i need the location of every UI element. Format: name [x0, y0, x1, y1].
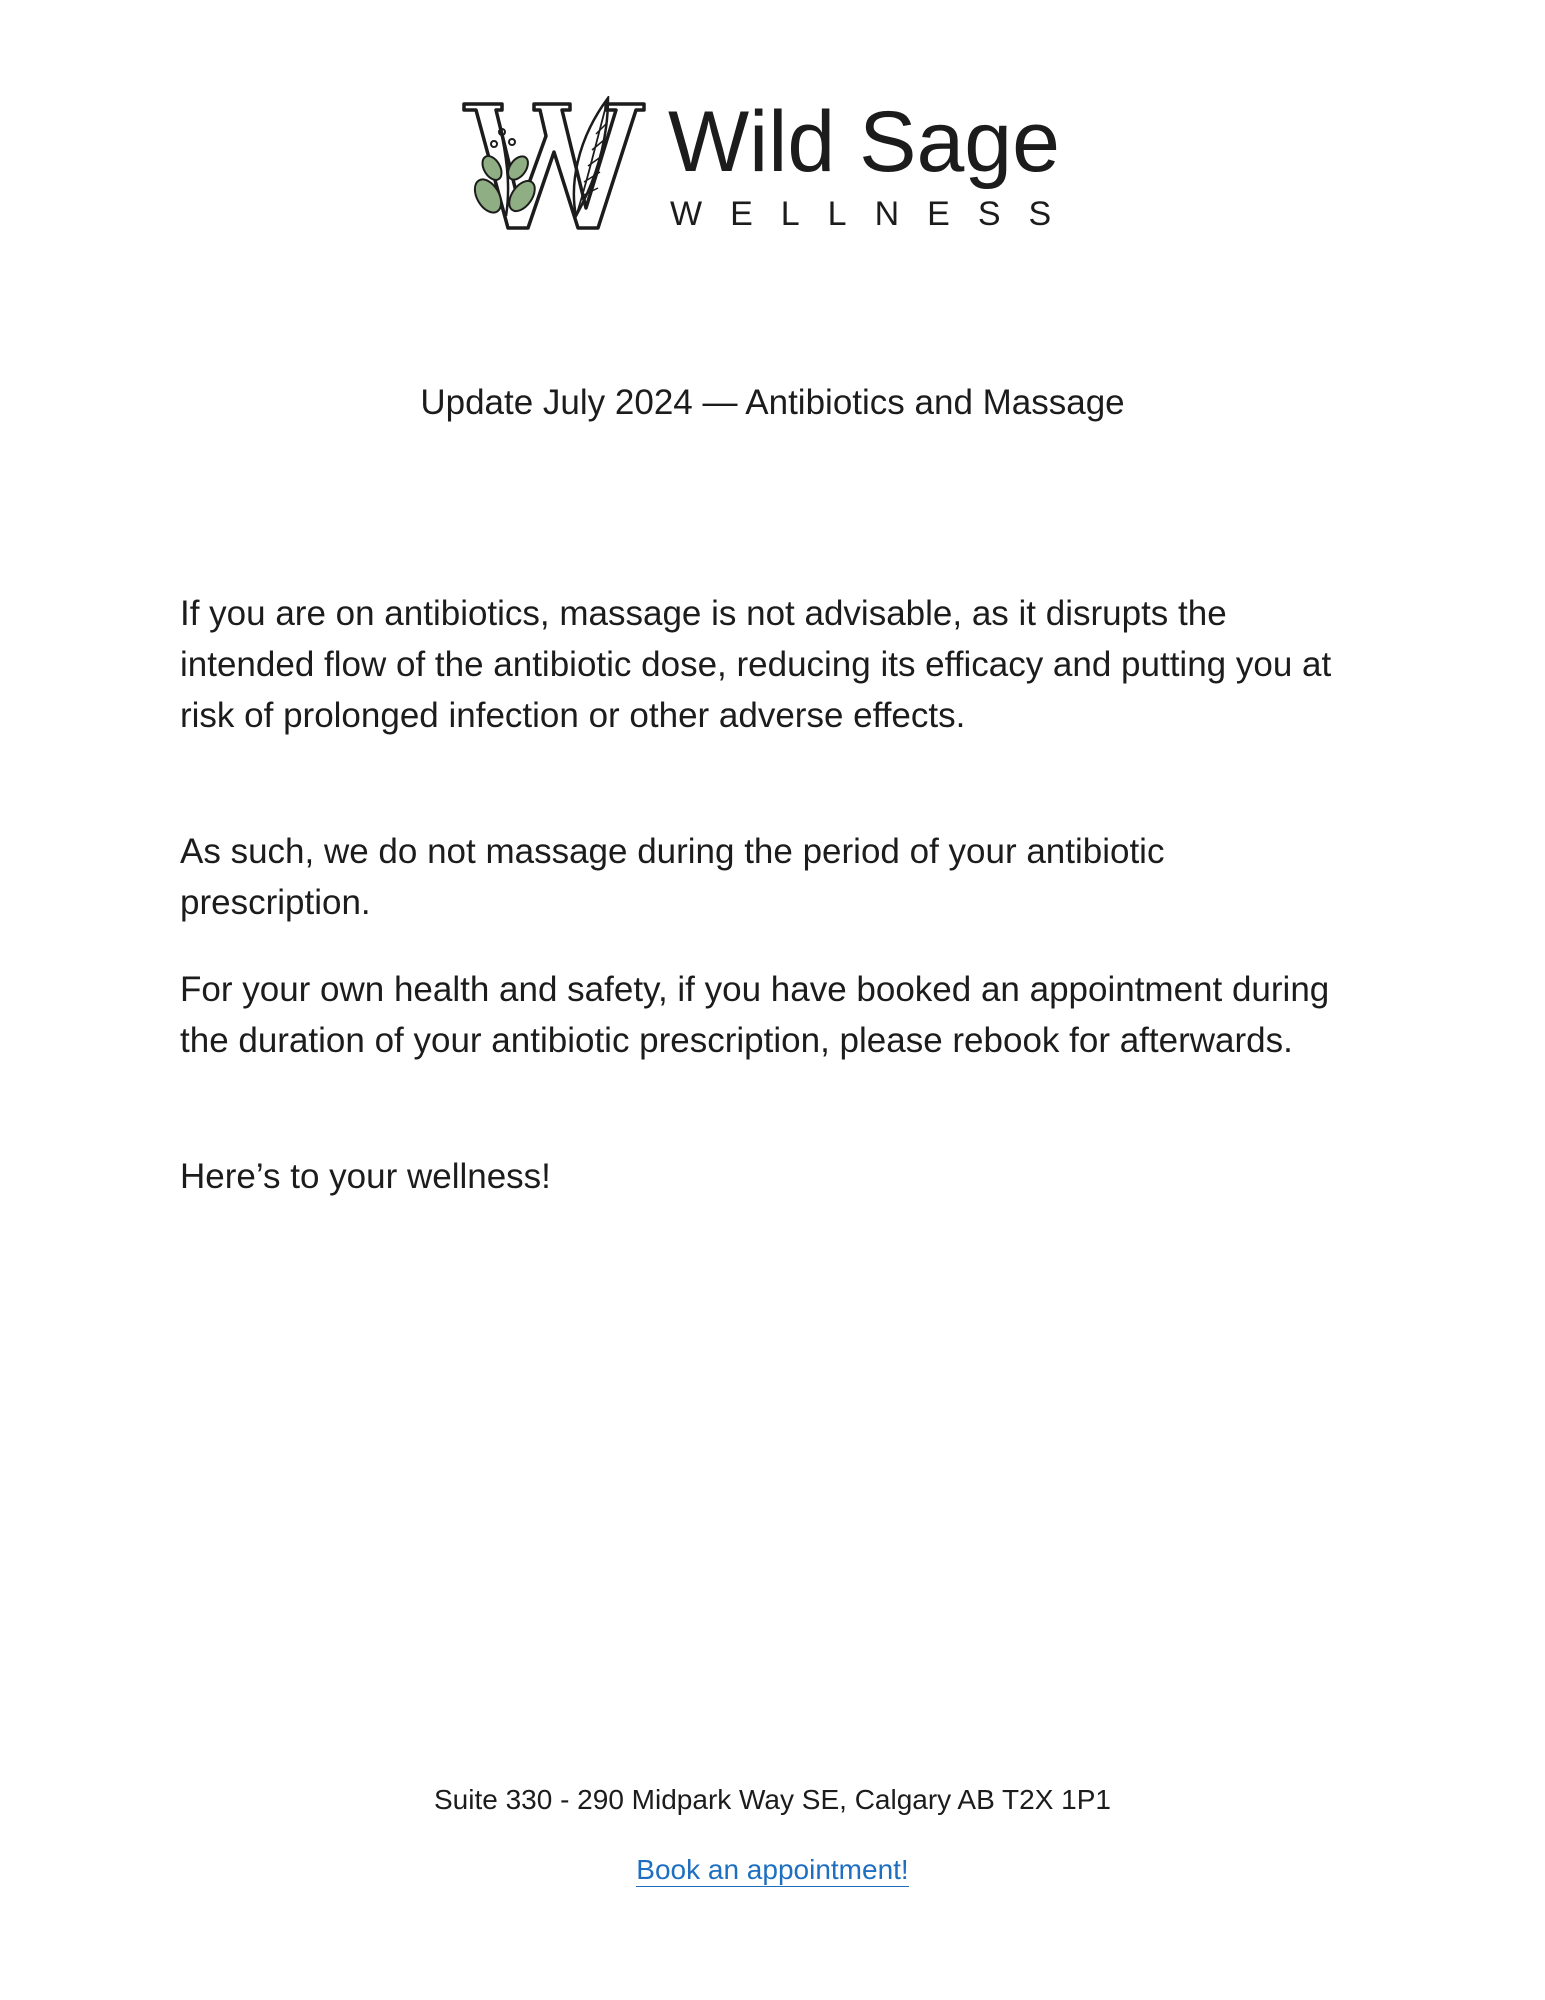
logo-subtitle: WELLNESS — [670, 195, 1080, 233]
logo-name: Wild Sage — [668, 94, 1060, 190]
footer-book — [0, 1852, 1545, 1888]
book-appointment-link[interactable]: Book an appointment! — [636, 1854, 909, 1885]
paragraph-antibiotics-advice: If you are on antibiotics, massage is not advisable, as it disrupts the intended flow of the antibiotic dose, reducing its efficacy and putting you at risk of prolonged infection or other adverse effects. — [180, 594, 1332, 735]
wild-sage-w-monogram-icon — [458, 96, 648, 236]
paragraph-sign-off: Here’s to your wellness! — [180, 1157, 551, 1196]
page-title: Update July 2024 — Antibiotics and Massage — [420, 383, 1125, 422]
paragraph-rebook-request: For your own health and safety, if you have booked an appointment during the duration of your antibiotic prescription, please rebook for afterwards. — [180, 970, 1330, 1060]
paragraph-no-massage-policy: As such, we do not massage during the period of your antibiotic prescription. — [180, 832, 1165, 922]
footer-address: Suite 330 - 290 Midpark Way SE, Calgary AB T2X 1P1 — [433, 1784, 1111, 1815]
logo — [458, 96, 1078, 236]
